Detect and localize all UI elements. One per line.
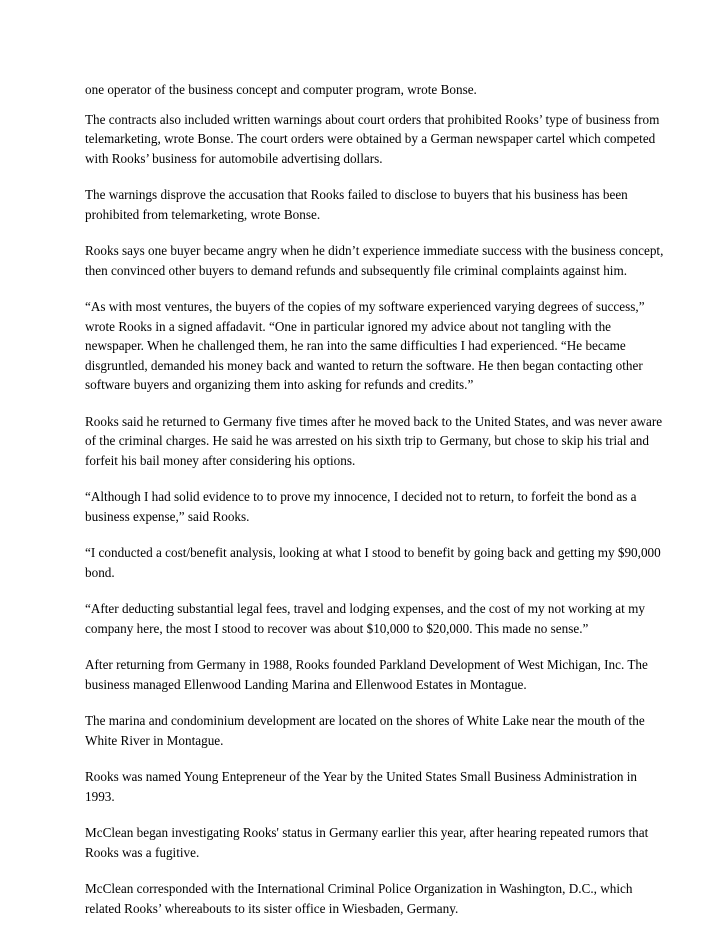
paragraph-10: After returning from Germany in 1988, Rooks founded Parkland Development of West Michigan, Inc. The business managed Ellenwood Landing Marina and Ellenwood Estates in Montague. <box>85 657 648 692</box>
paragraph-12: Rooks was named Young Entepreneur of the Year by the United States Small Business Administration in 1993. <box>85 769 637 804</box>
paragraph-1: one operator of the business concept and computer program, wrote Bonse. <box>85 82 477 97</box>
paragraph-5: “As with most ventures, the buyers of the copies of my software experienced varying degrees of success,” wrote Rooks in a signed affadavit. “One in particular ignored my advice about not tangling with the newspaper. When he challenged them, he ran into the same difficulties I had experienced. “He became disgruntled, demanded his money back and wanted to return the software. He then began contacting other software buyers and organizing them into asking for refunds and credits.” <box>85 299 645 392</box>
paragraph-6: Rooks said he returned to Germany five times after he moved back to the United States, and was never aware of the criminal charges. He said he was arrested on his sixth trip to Germany, but chose to skip his trial and forfeit his bail money after considering his options. <box>85 413 663 468</box>
paragraph-3: The warnings disprove the accusation that Rooks failed to disclose to buyers that his business has been prohibited from telemarketing, wrote Bonse. <box>85 187 628 222</box>
paragraph-2: The contracts also included written warnings about court orders that prohibited Rooks’ type of business from telemarketing, wrote Bonse. The court orders were obtained by a German newspaper cartel which competed with Rooks’ business for automobile advertising dollars. <box>85 111 660 166</box>
paragraph-8: “I conducted a cost/benefit analysis, looking at what I stood to benefit by going back and getting my $90,000 bond. <box>85 545 661 580</box>
paragraph-4: Rooks says one buyer became angry when he didn’t experience immediate success with the business concept, then convinced other buyers to demand refunds and subsequently file criminal complaints against him. <box>85 243 664 278</box>
document-page <box>85 80 665 935</box>
paragraph-9: “After deducting substantial legal fees, travel and lodging expenses, and the cost of my not working at my company here, the most I stood to recover was about $10,000 to $20,000. This made no sense.” <box>85 601 645 636</box>
paragraph-13: McClean began investigating Rooks' status in Germany earlier this year, after hearing repeated rumors that Rooks was a fugitive. <box>85 825 649 860</box>
paragraph-11: The marina and condominium development are located on the shores of White Lake near the mouth of the White River in Montague. <box>85 713 645 748</box>
paragraph-7: “Although I had solid evidence to to prove my innocence, I decided not to return, to forfeit the bond as a business expense,” said Rooks. <box>85 489 637 524</box>
paragraph-14: McClean corresponded with the International Criminal Police Organization in Washington, D.C., which related Rooks’ whereabouts to its sister office in Wiesbaden, Germany. <box>85 881 633 916</box>
